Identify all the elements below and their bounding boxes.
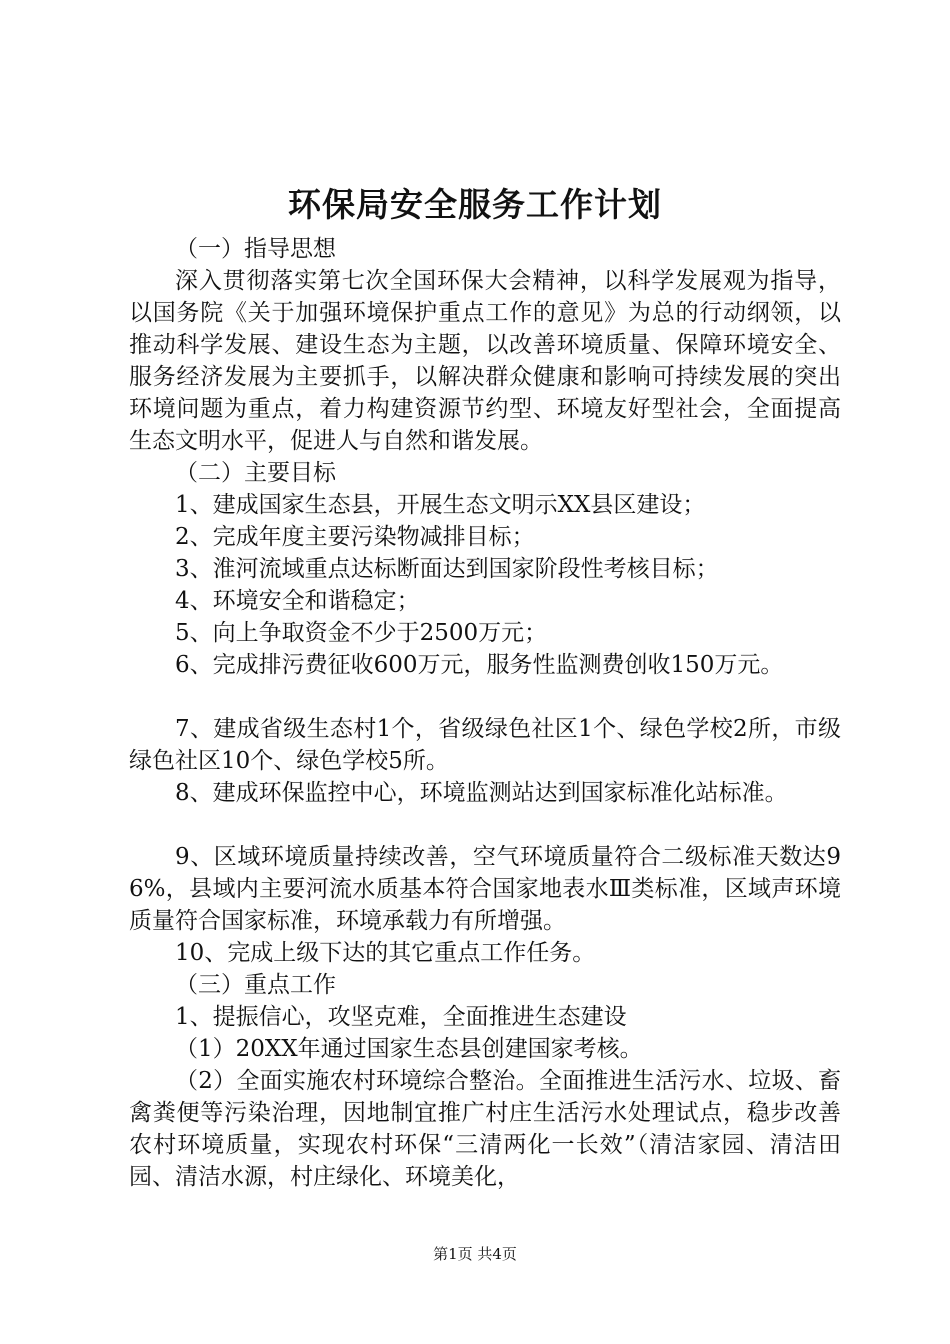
work-subitem: （2）全面实施农村环境综合整治。全面推进生活污水、垃圾、畜禽粪便等污染治理，因地制宜推广村庄生活污水处理试点，稳步改善农村环境质量，实现农村环保“三清两化一长效”（清洁家园、清洁田园、清洁水源，村庄绿化、环境美化， (129, 1068, 841, 1190)
section-heading: （一）指导思想 (175, 236, 336, 262)
document-body (129, 233, 841, 1193)
goal-item: 8、建成环保监控中心，环境监测站达到国家标准化站标准。 (175, 780, 788, 806)
document-title: 环保局安全服务工作计划 (288, 185, 662, 224)
work-subitem: （1）20XX年通过国家生态县创建国家考核。 (175, 1036, 643, 1062)
goal-item: 3、淮河流域重点达标断面达到国家阶段性考核目标； (175, 556, 719, 582)
goal-item: 4、环境安全和谐稳定； (175, 588, 420, 614)
section-heading: （二）主要目标 (175, 460, 336, 486)
goal-item: 5、向上争取资金不少于2500万元； (175, 620, 548, 646)
goal-item: 2、完成年度主要污染物减排目标； (175, 524, 535, 550)
section-heading: （三）重点工作 (175, 972, 336, 998)
page-footer: 第1页 共4页 (433, 1245, 517, 1263)
work-item: 1、提振信心，攻坚克难，全面推进生态建设 (175, 1004, 627, 1030)
goal-item: 7、建成省级生态村1个，省级绿色社区1个、绿色学校2所，市级绿色社区10个、绿色学校5所。 (129, 716, 841, 774)
goal-item: 9、区域环境质量持续改善，空气环境质量符合二级标准天数达96%，县域内主要河流水质基本符合国家地表水Ⅲ类标准，区域声环境质量符合国家标准，环境承载力有所增强。 (129, 844, 841, 934)
goal-item: 10、完成上级下达的其它重点工作任务。 (175, 940, 596, 966)
goal-item: 6、完成排污费征收600万元，服务性监测费创收150万元。 (175, 652, 784, 678)
body-paragraph: 深入贯彻落实第七次全国环保大会精神，以科学发展观为指导，以国务院《关于加强环境保护重点工作的意见》为总的行动纲领，以推动科学发展、建设生态为主题，以改善环境质量、保障环境安全、服务经济发展为主要抓手，以解决群众健康和影响可持续发展的突出环境问题为重点，着力构建资源节约型、环境友好型社会，全面提高生态文明水平，促进人与自然和谐发展。 (129, 268, 841, 454)
goal-item: 1、建成国家生态县，开展生态文明示XX县区建设； (175, 492, 706, 518)
